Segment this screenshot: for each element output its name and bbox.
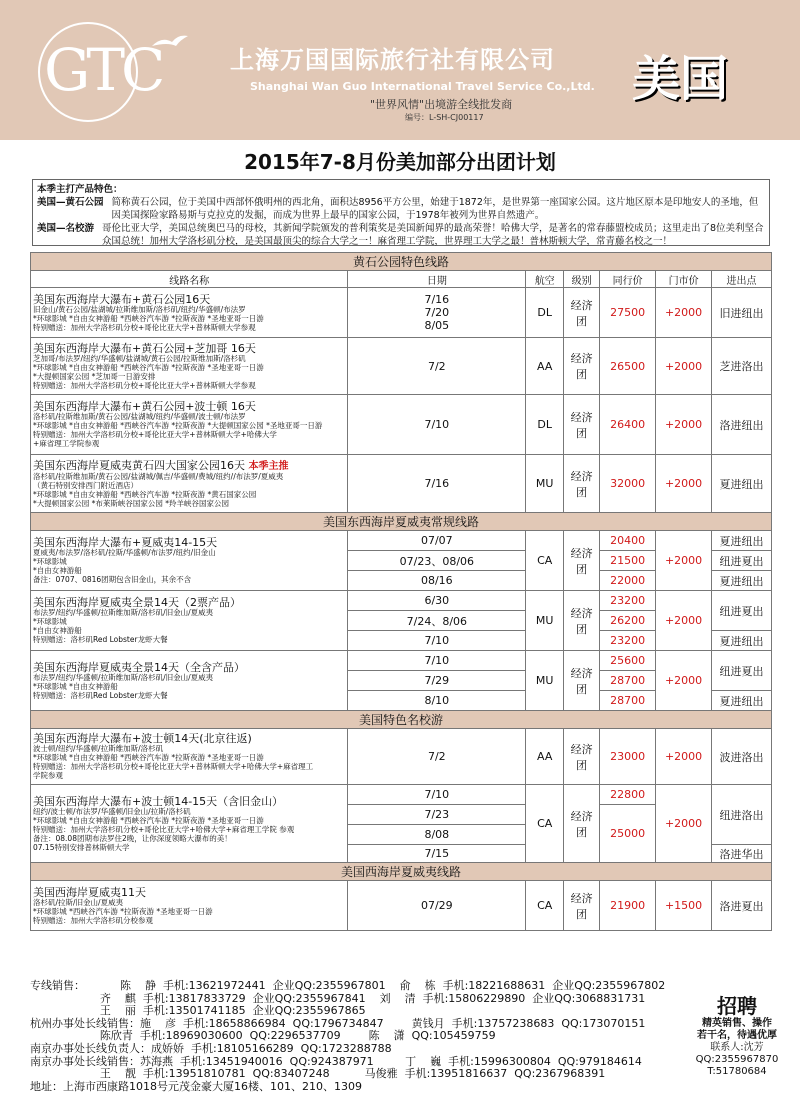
route-desc: 布法罗/纽约/华盛顿/拉斯维加斯/洛杉矶/旧金山/夏威夷 *环球影城 *自由女神游船 特别赠送：洛杉矶Red Lobster龙虾大餐	[33, 608, 214, 644]
entry-exit: 夏进纽出	[712, 631, 772, 651]
intro-item	[37, 222, 765, 248]
header-banner	[0, 0, 800, 140]
column-header: 日期	[348, 271, 526, 288]
date: 8/05	[424, 319, 450, 332]
date: 7/29	[348, 671, 526, 691]
page-title: 2015年7-8月份美加部分出团计划	[244, 150, 556, 174]
intro-label: 美国—黄石公园	[37, 197, 104, 208]
route-cell	[31, 338, 348, 395]
airline: DL	[526, 395, 564, 455]
trade-price: 25000	[600, 805, 656, 863]
recruit-line: 精英销售、操作	[702, 1018, 772, 1029]
route-cell	[31, 785, 348, 863]
trade-price: 32000	[600, 455, 656, 513]
recruit-qq: QQ:2355967870	[695, 1054, 779, 1065]
trade-price: 23000	[600, 729, 656, 785]
column-header: 门市价	[656, 271, 712, 288]
column-header: 线路名称	[31, 271, 348, 288]
country-title: 美国	[632, 51, 729, 107]
airline: CA	[526, 881, 564, 931]
entry-exit: 纽进洛出	[712, 785, 772, 845]
level: 经济团	[564, 395, 600, 455]
license-number: 编号：L-SH-CJ00117	[405, 113, 484, 122]
level: 经济团	[564, 531, 600, 591]
recruit-box	[676, 994, 798, 1078]
entry-exit: 夏进纽出	[712, 531, 772, 551]
intro-label: 美国—名校游	[37, 223, 95, 234]
route-desc: 洛杉矶/拉斯/旧金山/夏威夷 *环球影城 *西峡谷汽车游 *拉斯夜游 *圣地亚哥一日游 特别赠送：加州大学洛杉矶分校参观	[33, 897, 213, 925]
date: 7/10	[348, 785, 526, 805]
table-row	[31, 881, 772, 931]
contact-line: 杭州办事处长线销售：施 彦 手机:18658866984 QQ:1796734847 黄钱月 手机:13757238683 QQ:173070151	[30, 1016, 646, 1030]
level: 经济团	[564, 651, 600, 711]
entry-exit: 夏进纽出	[712, 455, 772, 513]
trade-price: 25600	[600, 651, 656, 671]
contact-line: 陈欣青 手机:18969030600 QQ:2296537709 陈 潇 QQ:105459759	[30, 1029, 496, 1043]
date-cell	[348, 288, 526, 338]
date: 07/07	[348, 531, 526, 551]
level: 经济团	[564, 785, 600, 863]
route-desc: 波士顿/纽约/华盛顿/拉斯维加斯/洛杉矶 *环球影城 *自由女神游船 *西峡谷汽车游 *拉斯夜游 *圣地亚哥一日游 特别赠送：加州大学洛杉矶分校+哥伦比亚大学+普林斯顿大学+哈佛大学+麻省理工 学院参观	[33, 744, 314, 780]
intro-heading: 本季主打产品特色：	[37, 184, 123, 195]
date: 6/30	[348, 591, 526, 611]
airline: AA	[526, 729, 564, 785]
date: 7/10	[348, 395, 526, 455]
entry-exit: 纽进夏出	[712, 651, 772, 691]
trade-price: 27500	[600, 288, 656, 338]
trade-price: 21900	[600, 881, 656, 931]
route-desc: 洛杉矶/拉斯维加斯/黄石公园/盐湖城/佩吉/华盛顿/费城/纽约//布法罗/夏威夷 （黄石特别安排西门附近酒店） *环球影城 *自由女神游船 *西峡谷汽车游 *拉斯夜游 *黄石国家公园 *大提顿国家公园 *布莱斯峡谷国家公园 *羚羊峡谷国家公园	[33, 471, 284, 508]
table-row	[31, 455, 772, 513]
level: 经济团	[564, 881, 600, 931]
entry-exit: 纽进夏出	[712, 551, 772, 571]
trade-price: 28700	[600, 671, 656, 691]
tour-table	[30, 252, 772, 931]
trade-price: 23200	[600, 631, 656, 651]
section-header: 美国西海岸夏威夷线路	[31, 863, 772, 881]
contact-line: 王 丽 手机:13501741185 企业QQ:2355967865	[30, 1004, 366, 1018]
route-cell	[31, 395, 348, 455]
date: 7/20	[424, 306, 450, 319]
table-row	[31, 591, 772, 611]
entry-exit: 纽进夏出	[712, 591, 772, 631]
date: 7/23	[348, 805, 526, 825]
route-cell	[31, 651, 348, 711]
retail-price: +2000	[656, 651, 712, 711]
column-header: 同行价	[600, 271, 656, 288]
retail-price: +2000	[656, 591, 712, 651]
contact-line: 南京办事处长线销售：苏海燕 手机:13451940016 QQ:924387971 丁 巍 手机:15996300804 QQ:979184614	[30, 1054, 642, 1068]
column-header: 级别	[564, 271, 600, 288]
entry-exit: 夏进纽出	[712, 571, 772, 591]
level: 经济团	[564, 729, 600, 785]
route-desc: 纽约/波士顿/布法罗/华盛顿/旧金山/拉斯/洛杉矶 *环球影城 *自由女神游船 *西峡谷汽车游 *拉斯夜游 *圣地亚哥一日游 特别赠送：加州大学洛杉矶分校+哥伦比亚大学+哈佛大学+麻省理工学院 参观 备注：08.08团期布法罗住2晚，让你深度领略大瀑布的美！ 07.15特别安排普林斯顿大学	[33, 806, 295, 852]
date: 7/16	[348, 455, 526, 513]
address: 地址：上海市西康路1018号元茂金豪大厦16楼、101、210、1309	[30, 1079, 362, 1093]
route-cell	[31, 531, 348, 591]
date: 07/29	[348, 881, 526, 931]
airline: MU	[526, 591, 564, 651]
entry-exit: 洛进夏出	[712, 881, 772, 931]
route-cell	[31, 881, 348, 931]
trade-price: 23200	[600, 591, 656, 611]
route-desc: 芝加哥/布法罗/纽约/华盛顿/盐湖城/黄石公园/拉斯维加斯/洛杉矶 *环球影城 *自由女神游船 *西峡谷汽车游 *拉斯夜游 *圣地亚哥一日游 *大提顿国家公园 *芝加哥一日游安排 特别赠送：加州大学洛杉矶分校+哥伦比亚大学+普林斯顿大学参观	[33, 353, 264, 390]
date: 8/10	[348, 691, 526, 711]
trade-price: 28700	[600, 691, 656, 711]
retail-price: +2000	[656, 338, 712, 395]
route-name: 美国东西海岸大瀑布+夏威夷14-15天	[33, 536, 218, 549]
recruit-contact: 联系人:沈芳	[710, 1042, 764, 1053]
entry-exit: 波进洛出	[712, 729, 772, 785]
trade-price: 26400	[600, 395, 656, 455]
section-header: 美国东西海岸夏威夷常规线路	[31, 513, 772, 531]
route-name: 美国东西海岸大瀑布+黄石公园16天	[33, 292, 211, 306]
airline: DL	[526, 288, 564, 338]
trade-price: 26200	[600, 611, 656, 631]
table-row	[31, 288, 772, 338]
route-cell	[31, 591, 348, 651]
recruit-tel: T:51780684	[707, 1066, 767, 1077]
route-name: 美国东西海岸大瀑布+波士顿14天(北京往返)	[33, 732, 252, 745]
date: 7/10	[348, 651, 526, 671]
company-logo: GTC	[44, 36, 162, 104]
retail-price: +2000	[656, 288, 712, 338]
table-row	[31, 531, 772, 551]
airline: CA	[526, 531, 564, 591]
slogan: "世界风情"出境游全线批发商	[370, 98, 513, 111]
recruit-title: 招聘	[717, 994, 757, 1018]
entry-exit: 洛进华出	[712, 845, 772, 863]
trade-price: 22800	[600, 785, 656, 805]
route-cell	[31, 729, 348, 785]
level: 经济团	[564, 288, 600, 338]
intro-item	[37, 196, 765, 222]
route-name: 美国东西海岸夏威夷全景14天（全含产品）	[33, 660, 245, 674]
route-desc: 夏威夷/布法罗/洛杉矶/拉斯/华盛顿/布法罗/纽约/旧金山 *环球影城 *自由女神游船 备注：0707、0816团期包含旧金山，其余不含	[33, 548, 216, 584]
entry-exit: 洛进纽出	[712, 395, 772, 455]
intro-text: 简称黄石公园，位于美国中西部怀俄明州的西北角，面积达8956平方公里，始建于1872年，是世界第一座国家公园。这片地区原本是印地安人的圣地，但因美国探险家路易斯与克拉克的发掘，而成为世界上最早的国家公园，于1978年被列为世界自然遗产。	[111, 197, 759, 221]
date: 07/23、08/06	[348, 551, 526, 571]
contact-list	[30, 980, 710, 1093]
airline: CA	[526, 785, 564, 863]
retail-price: +2000	[656, 455, 712, 513]
intro-text: 哥伦比亚大学，美国总统奥巴马的母校，其新闻学院颁发的普利策奖是美国新闻界的最高荣誉！哈佛大学，是著名的常春藤盟校成员；这里走出了8位美利坚合众国总统！加州大学洛杉矶分校，是美国最顶尖的综合大学之一！麻省理工学院，世界理工大学之最！普林斯顿大学，常青藤名校之一！	[102, 223, 764, 247]
date: 08/16	[348, 571, 526, 591]
section-header: 美国特色名校游	[31, 711, 772, 729]
table-row	[31, 785, 772, 805]
retail-price: +2000	[656, 785, 712, 863]
route-name: 美国东西海岸夏威夷黄石四大国家公园16天	[33, 458, 245, 472]
contact-line: 南京办事处长线负责人：成娇娇 手机:18105166289 QQ:1723288788	[30, 1041, 392, 1055]
recruit-line: 若干名，待遇优厚	[697, 1030, 777, 1041]
retail-price: +2000	[656, 395, 712, 455]
route-desc: 洛杉矶/拉斯维加斯/黄石公园/盐湖城/纽约/华盛顿/波士顿/布法罗 *环球影城 *自由女神游船 *西峡谷汽车游 *拉斯夜游 *大提顿国家公园 *圣地亚哥一日游 特别赠送：加州大学洛杉矶分校+哥伦比亚大学+普林斯顿大学+哈佛大学 +麻省理工学院参观	[33, 412, 323, 448]
contact-line: 齐 麒 手机:13817833729 企业QQ:2355967841 刘 清 手机:15806229890 企业QQ:3068831731	[30, 991, 646, 1005]
date: 7/24、8/06	[348, 611, 526, 631]
date: 8/08	[348, 825, 526, 845]
route-name: 美国东西海岸大瀑布+黄石公园+波士顿 16天	[33, 400, 256, 413]
trade-price: 21500	[600, 551, 656, 571]
retail-price: +2000	[656, 729, 712, 785]
route-name: 美国东西海岸夏威夷全景14天（2票产品）	[33, 596, 241, 609]
trade-price: 26500	[600, 338, 656, 395]
date: 7/2	[348, 729, 526, 785]
level: 经济团	[564, 455, 600, 513]
column-header: 航空	[526, 271, 564, 288]
company-name-cn: 上海万国国际旅行社有限公司	[230, 46, 555, 74]
contact-line: 王 靓 手机:13951810781 QQ:83407248 马俊雅 手机:13951816637 QQ:2367968391	[30, 1067, 606, 1081]
table-row	[31, 651, 772, 671]
retail-price: +1500	[656, 881, 712, 931]
route-name: 美国东西海岸大瀑布+黄石公园+芝加哥 16天	[33, 341, 256, 355]
date: 7/16	[424, 293, 450, 306]
intro-box	[32, 179, 770, 246]
level: 经济团	[564, 591, 600, 651]
section-header: 黄石公园特色线路	[31, 253, 772, 271]
route-name: 美国西海岸夏威夷11天	[33, 885, 146, 899]
retail-price: +2000	[656, 531, 712, 591]
route-desc: 旧金山/黄石公园/盐湖城/拉斯维加斯/洛杉矶/纽约/华盛顿/布法罗 *环球影城 *自由女神游船 *西峡谷汽车游 *拉斯夜游 *圣地亚哥一日游 特别赠送：加州大学洛杉矶分校+哥伦比亚大学+普林斯顿大学参观	[33, 304, 264, 332]
featured-tag: 本季主推	[248, 460, 289, 472]
table-row	[31, 395, 772, 455]
table-row	[31, 729, 772, 785]
trade-price: 20400	[600, 531, 656, 551]
entry-exit: 芝进洛出	[712, 338, 772, 395]
level: 经济团	[564, 338, 600, 395]
trade-price: 22000	[600, 571, 656, 591]
date: 7/15	[348, 845, 526, 863]
column-header: 进出点	[712, 271, 772, 288]
route-desc: 布法罗/纽约/华盛顿/拉斯维加斯/洛杉矶/旧金山/夏威夷 *环球影城 *自由女神游船 特别赠送：洛杉矶Red Lobster龙虾大餐	[33, 672, 214, 700]
route-cell	[31, 288, 348, 338]
contact-line: 专线销售： 陈 静 手机:13621972441 企业QQ:2355967801 俞 栋 手机:18221688631 企业QQ:2355967802	[30, 979, 666, 992]
airline: MU	[526, 455, 564, 513]
date: 7/10	[348, 631, 526, 651]
date: 7/2	[348, 338, 526, 395]
table-row	[31, 338, 772, 395]
route-name: 美国东西海岸大瀑布+波士顿14-15天（含旧金山）	[33, 794, 284, 808]
route-cell	[31, 455, 348, 513]
airline: MU	[526, 651, 564, 711]
company-name-en: Shanghai Wan Guo International Travel Service Co.,Ltd.	[250, 80, 595, 93]
airline: AA	[526, 338, 564, 395]
entry-exit: 旧进纽出	[712, 288, 772, 338]
entry-exit: 夏进纽出	[712, 691, 772, 711]
bird-icon	[150, 32, 190, 52]
